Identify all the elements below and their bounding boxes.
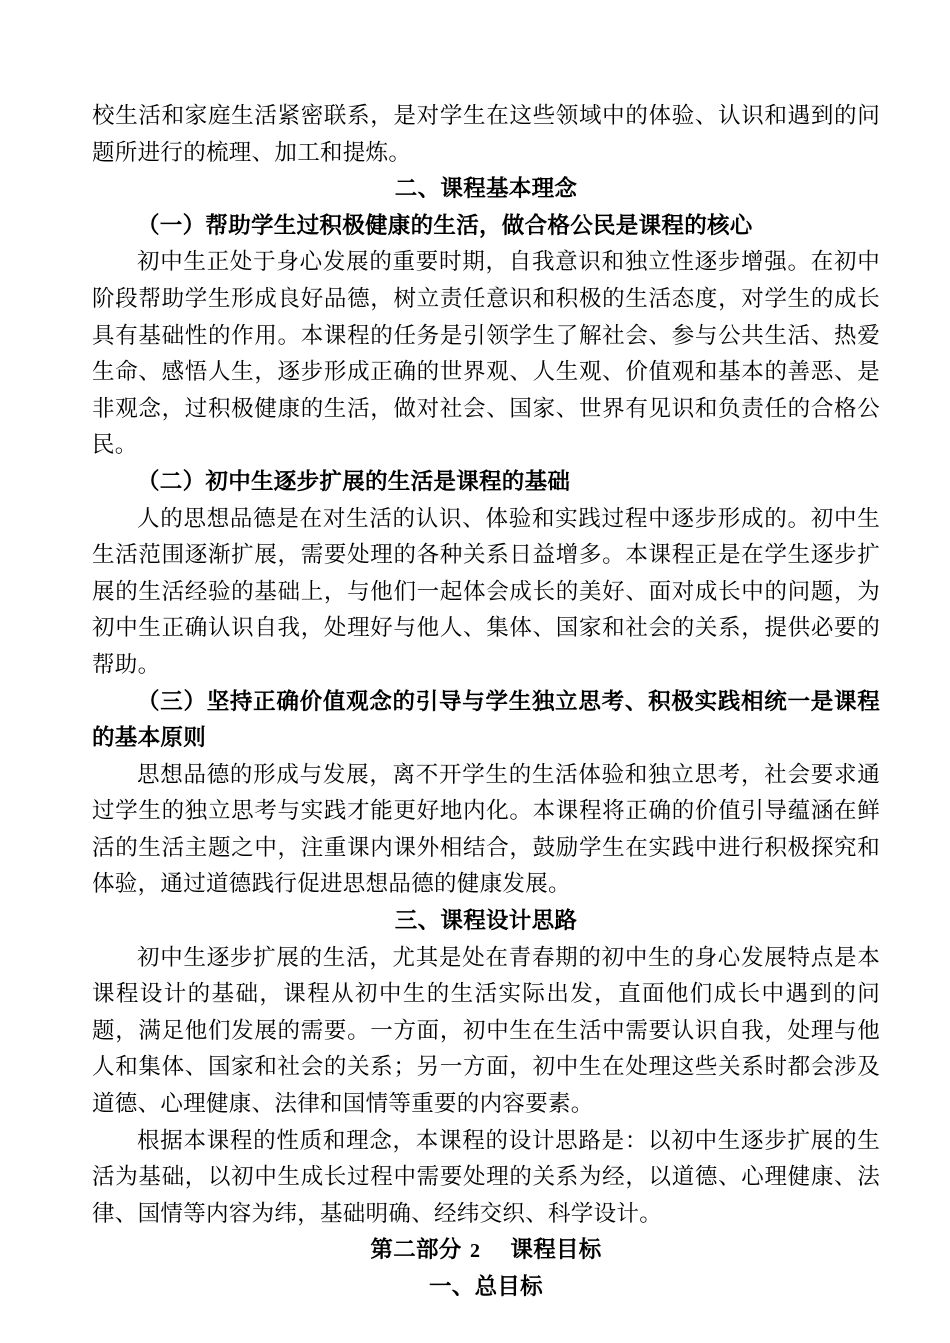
paragraph-3: 思想品德的形成与发展，离不开学生的生活体验和独立思考，社会要求通过学生的独立思考与实践才能更好地内化。本课程将正确的价值引导蕴涵在鲜活的生活主题之中，注重课内课外相结合，鼓励学生在实践中进行积极探究和体验，通过道德践行促进思想品德的健康发展。 (92, 761, 880, 898)
document-page (92, 98, 880, 1306)
subheading-2: （二）初中生逐步扩展的生活是课程的基础 (137, 468, 571, 495)
section-heading-design: 三、课程设计思路 (394, 908, 578, 935)
part-title: 课程目标 (510, 1237, 602, 1264)
paragraph-2: 人的思想品德是在对生活的认识、体验和实践过程中逐步形成的。初中生生活范围逐渐扩展，需要处理的各种关系日益增多。本课程正是在学生逐步扩展的生活经验的基础上，与他们一起体会成长的美好、面对成长中的问题，为初中生正确认识自我，处理好与他人、集体、国家和社会的关系，提供必要的帮助。 (92, 505, 880, 678)
part-number: 第二部分 (370, 1237, 462, 1264)
section-heading-overall-goal: 一、总目标 (428, 1274, 543, 1300)
subheading-3: （三）坚持正确价值观念的引导与学生独立思考、积极实践相统一是课程的基本原则 (92, 688, 880, 752)
section-heading-basic-ideas: 二、课程基本理念 (394, 176, 578, 203)
subheading-1: （一）帮助学生过积极健康的生活，做合格公民是课程的核心 (137, 212, 753, 239)
paragraph-design-1: 初中生逐步扩展的生活，尤其是处在青春期的初中生的身心发展特点是本课程设计的基础，课程从初中生的生活实际出发，直面他们成长中遇到的问题，满足他们发展的需要。一方面，初中生在生活中需要认识自我，处理与他人和集体、国家和社会的关系；另一方面，初中生在处理这些关系时都会涉及道德、心理健康、法律和国情等重要的内容要素。 (92, 944, 880, 1118)
page-number: 2 (470, 1240, 480, 1262)
paragraph-design-2: 根据本课程的性质和理念，本课程的设计思路是：以初中生逐步扩展的生活为基础，以初中生成长过程中需要处理的关系为经，以道德、心理健康、法律、国情等内容为纬，基础明确、经纬交织、科学设计。 (92, 1127, 880, 1227)
paragraph-1: 初中生正处于身心发展的重要时期，自我意识和独立性逐步增强。在初中阶段帮助学生形成良好品德，树立责任意识和积极的生活态度，对学生的成长具有基础性的作用。本课程的任务是引领学生了解社会、参与公共生活、热爱生命、感悟人生，逐步形成正确的世界观、人生观、价值观和基本的善恶、是非观念，过积极健康的生活，做对社会、国家、世界有见识和负责任的合格公民。 (92, 249, 880, 459)
paragraph-continuation: 校生活和家庭生活紧密联系，是对学生在这些领域中的体验、认识和遇到的问题所进行的梳理、加工和提炼。 (92, 103, 880, 166)
